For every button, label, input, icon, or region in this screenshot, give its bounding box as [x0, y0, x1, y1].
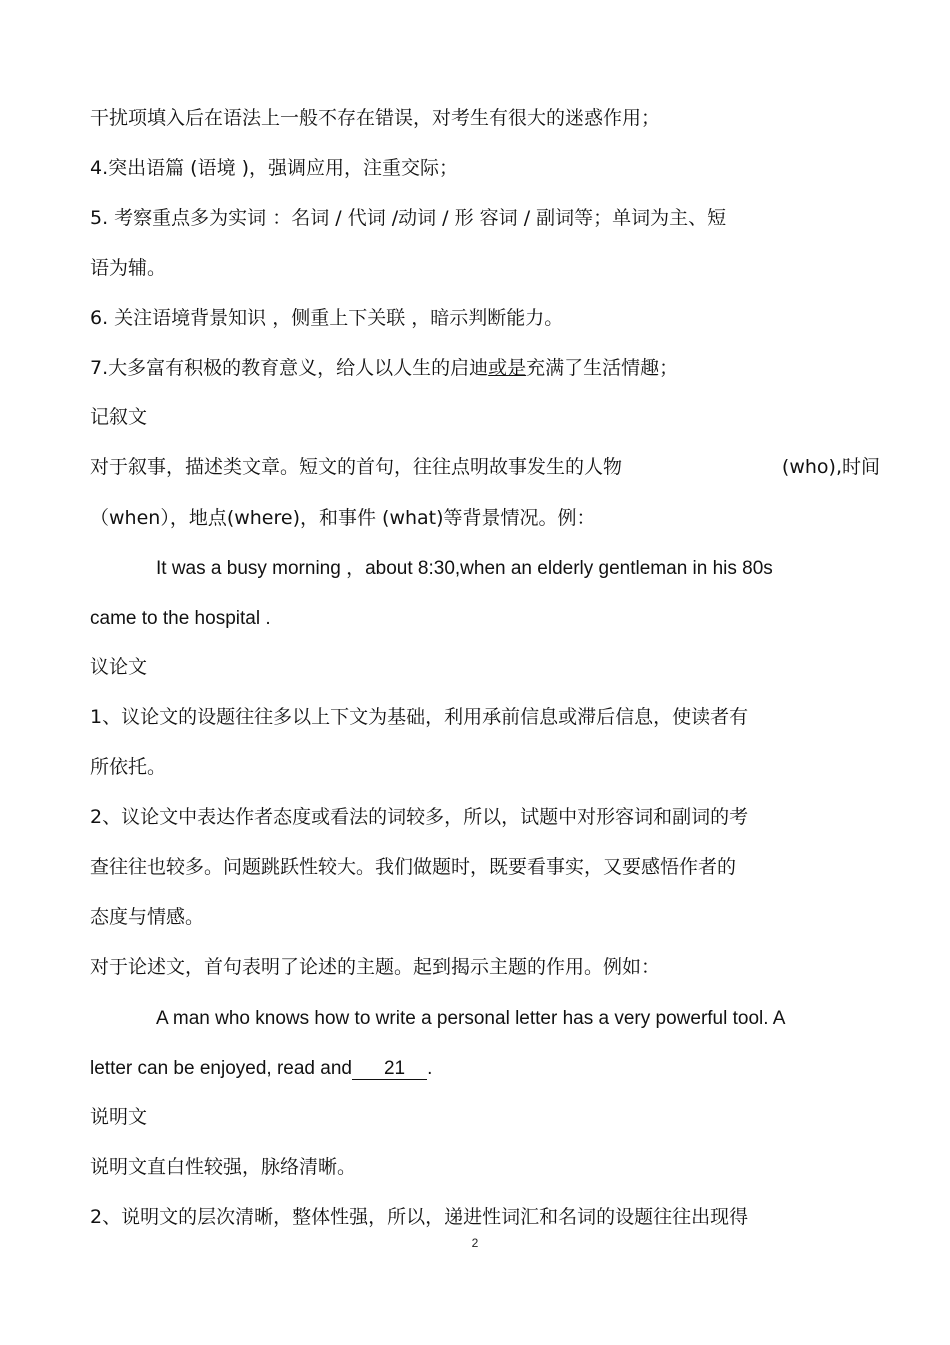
- text-span: 7.大多富有积极的教育意义，给人以人生的启迪: [90, 357, 489, 379]
- section-heading-argumentative: 议论文: [90, 656, 148, 678]
- example-line: A man who knows how to write a personal letter has a very powerful tool. A: [156, 1008, 786, 1029]
- text-line: 态度与情感。: [90, 906, 205, 928]
- text-line: 6. 关注语境背景知识 ，侧重上下关联 ，暗示判断能力。: [90, 307, 564, 329]
- text-line: [90, 454, 880, 480]
- text-line: 5. 考察重点多为实词 ：名词 / 代词 /动词 / 形 容词 / 副词等；单词为主、短: [90, 207, 727, 229]
- page-number: 2: [471, 1236, 479, 1250]
- text-line: 2、议论文中表达作者态度或看法的词较多，所以，试题中对形容词和副词的考: [90, 806, 749, 828]
- text-span: 充满了生活情趣；: [526, 357, 679, 379]
- text-line: 2、说明文的层次清晰，整体性强，所以，递进性词汇和名词的设题往往出现得: [90, 1206, 749, 1228]
- text-line: 所依托。: [90, 756, 167, 778]
- example-line: It was a busy morning ，about 8:30,when an elderly gentleman in his 80s: [156, 558, 773, 579]
- text-span: letter can be enjoyed, read and: [90, 1058, 352, 1079]
- text-span: 对于叙事，描述类文章。短文的首句，往往点明故事发生的人物: [90, 456, 623, 478]
- text-line: （when），地点(where)，和事件 (what)等背景情况。例：: [90, 507, 596, 529]
- text-line: 语为辅。: [90, 257, 167, 279]
- example-line: came to the hospital .: [90, 608, 271, 629]
- text-span: .: [427, 1058, 433, 1079]
- text-line: 4.突出语篇 (语境 )，强调应用，注重交际；: [90, 157, 459, 179]
- text-line: 干扰项填入后在语法上一般不存在错误，对考生有很大的迷惑作用；: [90, 107, 661, 129]
- text-line: 1、议论文的设题往往多以上下文为基础，利用承前信息或滞后信息，使读者有: [90, 706, 749, 728]
- text-line: 查往往也较多。问题跳跃性较大。我们做题时，既要看事实，又要感悟作者的: [90, 856, 737, 878]
- section-heading-expository: 说明文: [90, 1106, 148, 1128]
- text-line: [90, 355, 880, 381]
- text-line: 说明文直白性较强，脉络清晰。: [90, 1156, 357, 1178]
- underlined-text: 或是: [488, 357, 527, 379]
- text-line: 对于论述文，首句表明了论述的主题。起到揭示主题的作用。例如：: [90, 956, 661, 978]
- text-span: (who),时间: [781, 456, 880, 478]
- section-heading-narrative: 记叙文: [90, 406, 148, 428]
- answer-blank-21: 21: [352, 1058, 427, 1080]
- example-line: [90, 1056, 880, 1082]
